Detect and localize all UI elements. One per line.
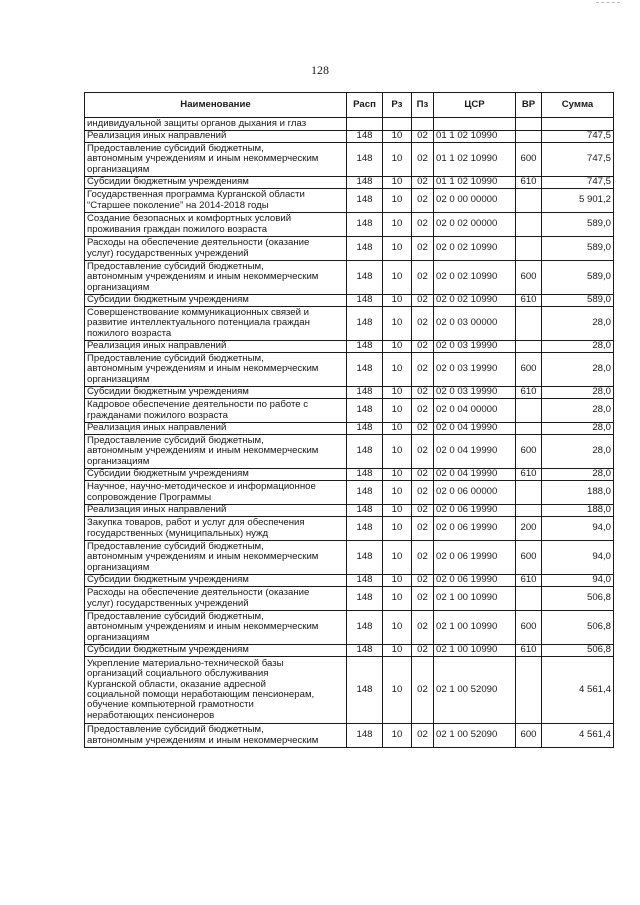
- cell-name: [85, 505, 347, 517]
- cell-rasp: 148: [347, 131, 383, 143]
- cell-rasp: 148: [347, 587, 383, 611]
- cell-pz: 02: [412, 237, 434, 261]
- cell-name-line: Научное, научно-методическое и информационное: [87, 481, 316, 493]
- cell-rasp: 148: [347, 177, 383, 189]
- cell-name: [85, 645, 347, 657]
- cell-pz: 02: [412, 481, 434, 505]
- cell-csr: 02 1 00 10990: [434, 611, 516, 645]
- cell-rz: 10: [383, 177, 412, 189]
- cell-csr: 02 0 06 19990: [434, 575, 516, 587]
- table-row: [85, 261, 614, 295]
- cell-csr: 02 0 06 19990: [434, 517, 516, 541]
- cell-name-line: обучение компьютерной грамотности: [87, 699, 254, 711]
- table-body: [85, 118, 614, 748]
- table-row: [85, 645, 614, 657]
- cell-rz: 10: [383, 237, 412, 261]
- cell-pz: 02: [412, 341, 434, 353]
- cell-name-line: Государственная программа Курганской области: [87, 189, 305, 201]
- cell-vr: [516, 587, 542, 611]
- cell-sum: 28,0: [542, 435, 614, 469]
- cell-pz: 02: [412, 645, 434, 657]
- cell-rz: 10: [383, 481, 412, 505]
- cell-sum: 506,8: [542, 587, 614, 611]
- cell-pz: 02: [412, 423, 434, 435]
- cell-name-line: организациям: [87, 631, 150, 643]
- cell-name: [85, 611, 347, 645]
- cell-rasp: [347, 118, 383, 131]
- cell-rasp: 148: [347, 307, 383, 341]
- cell-csr: 02 0 06 19990: [434, 505, 516, 517]
- cell-rasp: 148: [347, 645, 383, 657]
- cell-vr: 610: [516, 295, 542, 307]
- cell-pz: 02: [412, 177, 434, 189]
- table-row: [85, 657, 614, 724]
- cell-pz: 02: [412, 261, 434, 295]
- cell-name-line: гражданами пожилого возраста: [87, 409, 229, 421]
- cell-csr: 02 1 00 10990: [434, 587, 516, 611]
- cell-vr: 600: [516, 611, 542, 645]
- cell-sum: 506,8: [542, 611, 614, 645]
- cell-pz: 02: [412, 387, 434, 399]
- cell-name-line: Реализация иных направлений: [87, 504, 227, 516]
- cell-rz: 10: [383, 387, 412, 399]
- table-row: [85, 423, 614, 435]
- table-row: [85, 189, 614, 213]
- cell-csr: 02 0 06 19990: [434, 541, 516, 575]
- cell-name-line: автономным учреждениям и иным некоммерческим: [87, 551, 319, 563]
- cell-vr: 600: [516, 261, 542, 295]
- cell-csr: 01 1 02 10990: [434, 143, 516, 177]
- cell-name: [85, 237, 347, 261]
- cell-sum: 589,0: [542, 213, 614, 237]
- cell-name: [85, 177, 347, 189]
- cell-vr: [516, 399, 542, 423]
- cell-sum: 94,0: [542, 517, 614, 541]
- cell-vr: 610: [516, 387, 542, 399]
- cell-rz: 10: [383, 517, 412, 541]
- cell-vr: [516, 657, 542, 724]
- cell-pz: 02: [412, 213, 434, 237]
- table-row: [85, 295, 614, 307]
- cell-csr: 02 0 03 00000: [434, 307, 516, 341]
- cell-name-line: Субсидии бюджетным учреждениям: [87, 468, 249, 480]
- table-row: [85, 517, 614, 541]
- cell-sum: 747,5: [542, 177, 614, 189]
- cell-name-line: Расходы на обеспечение деятельности (оказание: [87, 587, 310, 599]
- budget-table: [84, 92, 614, 748]
- header-sum: Сумма: [542, 93, 614, 118]
- cell-vr: [516, 118, 542, 131]
- cell-pz: 02: [412, 517, 434, 541]
- table-header-row: [85, 93, 614, 118]
- cell-name-line: автономным учреждениям и иным некоммерческим: [87, 734, 319, 746]
- table-row: [85, 611, 614, 645]
- table-row: [85, 213, 614, 237]
- cell-rz: 10: [383, 645, 412, 657]
- cell-rasp: 148: [347, 341, 383, 353]
- cell-sum: 589,0: [542, 237, 614, 261]
- cell-pz: 02: [412, 143, 434, 177]
- cell-rz: 10: [383, 657, 412, 724]
- cell-name: [85, 481, 347, 505]
- cell-name: [85, 341, 347, 353]
- cell-rz: 10: [383, 724, 412, 748]
- cell-rz: 10: [383, 261, 412, 295]
- cell-csr: 02 0 02 00000: [434, 213, 516, 237]
- cell-vr: 610: [516, 575, 542, 587]
- cell-sum: 589,0: [542, 295, 614, 307]
- cell-name-line: автономным учреждениям и иным некоммерческим: [87, 271, 319, 283]
- table-row: [85, 505, 614, 517]
- cell-vr: 610: [516, 469, 542, 481]
- cell-name-line: пожилого возраста: [87, 327, 172, 339]
- cell-pz: 02: [412, 724, 434, 748]
- cell-csr: 01 1 02 10990: [434, 131, 516, 143]
- cell-csr: 02 0 03 19990: [434, 387, 516, 399]
- cell-csr: 02 1 00 52090: [434, 657, 516, 724]
- cell-name: [85, 435, 347, 469]
- cell-pz: 02: [412, 541, 434, 575]
- cell-rasp: 148: [347, 189, 383, 213]
- cell-rz: 10: [383, 541, 412, 575]
- cell-sum: 747,5: [542, 143, 614, 177]
- cell-csr: 02 0 06 00000: [434, 481, 516, 505]
- cell-name-line: Реализация иных направлений: [87, 422, 227, 434]
- cell-csr: 02 0 04 19990: [434, 435, 516, 469]
- cell-vr: 200: [516, 517, 542, 541]
- cell-name-line: государственных (муниципальных) нужд: [87, 527, 269, 539]
- cell-csr: [434, 118, 516, 131]
- cell-name-line: Предоставление субсидий бюджетным,: [87, 260, 264, 272]
- cell-rasp: 148: [347, 724, 383, 748]
- cell-rasp: 148: [347, 237, 383, 261]
- table-row: [85, 177, 614, 189]
- cell-pz: 02: [412, 131, 434, 143]
- cell-vr: [516, 341, 542, 353]
- cell-sum: 28,0: [542, 341, 614, 353]
- cell-pz: 02: [412, 505, 434, 517]
- cell-sum: 94,0: [542, 575, 614, 587]
- cell-name: [85, 131, 347, 143]
- cell-name-line: организациям: [87, 373, 150, 385]
- cell-rz: 10: [383, 131, 412, 143]
- cell-name-line: организациям: [87, 163, 150, 175]
- cell-sum: 4 561,4: [542, 724, 614, 748]
- page-number: 128: [311, 63, 329, 77]
- cell-rasp: 148: [347, 387, 383, 399]
- cell-name: [85, 575, 347, 587]
- cell-vr: 600: [516, 435, 542, 469]
- cell-csr: 02 0 02 10990: [434, 295, 516, 307]
- cell-name-line: Кадровое обеспечение деятельности по работе с: [87, 399, 309, 411]
- cell-name-line: организациям: [87, 455, 150, 467]
- cell-csr: 02 0 02 10990: [434, 261, 516, 295]
- table-row: [85, 587, 614, 611]
- table-row: [85, 118, 614, 131]
- cell-name-line: Курганской области, оказание адресной: [87, 678, 266, 690]
- cell-rasp: 148: [347, 505, 383, 517]
- table-row: [85, 143, 614, 177]
- cell-vr: 610: [516, 177, 542, 189]
- cell-pz: 02: [412, 353, 434, 387]
- cell-name-line: автономным учреждениям и иным некоммерческим: [87, 621, 319, 633]
- cell-rasp: 148: [347, 353, 383, 387]
- cell-rz: 10: [383, 295, 412, 307]
- cell-vr: [516, 213, 542, 237]
- cell-sum: 188,0: [542, 481, 614, 505]
- table-row: [85, 435, 614, 469]
- cell-rz: 10: [383, 505, 412, 517]
- cell-sum: 506,8: [542, 645, 614, 657]
- cell-pz: 02: [412, 575, 434, 587]
- cell-csr: 02 0 04 19990: [434, 469, 516, 481]
- cell-name-line: Реализация иных направлений: [87, 340, 227, 352]
- cell-vr: 600: [516, 143, 542, 177]
- cell-name-line: Укрепление материально-технической базы: [87, 657, 284, 669]
- cell-rz: 10: [383, 469, 412, 481]
- cell-name: [85, 213, 347, 237]
- cell-name-line: Создание безопасных и комфортных условий: [87, 213, 292, 225]
- header-vr: ВР: [516, 93, 542, 118]
- cell-csr: 02 0 02 10990: [434, 237, 516, 261]
- cell-sum: 28,0: [542, 307, 614, 341]
- cell-pz: 02: [412, 399, 434, 423]
- cell-csr: 02 1 00 52090: [434, 724, 516, 748]
- cell-name: [85, 189, 347, 213]
- table-row: [85, 724, 614, 748]
- scan-mark: [596, 2, 620, 4]
- cell-sum: 5 901,2: [542, 189, 614, 213]
- cell-rz: 10: [383, 189, 412, 213]
- table-row: [85, 353, 614, 387]
- header-csr: ЦСР: [434, 93, 516, 118]
- cell-name: [85, 399, 347, 423]
- table-row: [85, 469, 614, 481]
- cell-sum: 188,0: [542, 505, 614, 517]
- cell-name-line: Субсидии бюджетным учреждениям: [87, 176, 249, 188]
- cell-vr: [516, 237, 542, 261]
- cell-sum: 28,0: [542, 423, 614, 435]
- cell-name-line: Предоставление субсидий бюджетным,: [87, 540, 264, 552]
- cell-name-line: услуг) государственных учреждений: [87, 597, 249, 609]
- cell-vr: 610: [516, 645, 542, 657]
- cell-pz: 02: [412, 435, 434, 469]
- cell-name: [85, 353, 347, 387]
- cell-name: [85, 587, 347, 611]
- cell-vr: 600: [516, 541, 542, 575]
- cell-name: [85, 387, 347, 399]
- cell-name-line: Субсидии бюджетным учреждениям: [87, 294, 249, 306]
- cell-name-line: индивидуальной защиты органов дыхания и глаз: [87, 117, 307, 129]
- cell-name-line: организациям: [87, 281, 150, 293]
- cell-csr: 02 0 00 00000: [434, 189, 516, 213]
- cell-rz: 10: [383, 435, 412, 469]
- header-pz: Пз: [412, 93, 434, 118]
- cell-name-line: организаций социального обслуживания: [87, 668, 269, 680]
- cell-sum: 28,0: [542, 353, 614, 387]
- cell-vr: [516, 131, 542, 143]
- cell-name-line: Расходы на обеспечение деятельности (оказание: [87, 237, 310, 249]
- cell-name-line: сопровождение Программы: [87, 491, 212, 503]
- cell-name-line: Предоставление субсидий бюджетным,: [87, 610, 264, 622]
- cell-name-line: Субсидии бюджетным учреждениям: [87, 574, 249, 586]
- cell-name: [85, 261, 347, 295]
- cell-name-line: услуг) государственных учреждений: [87, 247, 249, 259]
- table-row: [85, 399, 614, 423]
- cell-vr: 600: [516, 353, 542, 387]
- cell-sum: 28,0: [542, 469, 614, 481]
- cell-vr: [516, 481, 542, 505]
- cell-pz: 02: [412, 469, 434, 481]
- cell-sum: 4 561,4: [542, 657, 614, 724]
- cell-name-line: проживания граждан пожилого возраста: [87, 223, 268, 235]
- cell-csr: 02 0 04 00000: [434, 399, 516, 423]
- cell-name: [85, 517, 347, 541]
- cell-csr: 02 0 03 19990: [434, 353, 516, 387]
- cell-pz: 02: [412, 295, 434, 307]
- cell-name-line: Предоставление субсидий бюджетным,: [87, 142, 264, 154]
- cell-name: [85, 423, 347, 435]
- cell-sum: [542, 118, 614, 131]
- cell-name-line: неработающих пенсионеров: [87, 709, 215, 721]
- cell-name: [85, 143, 347, 177]
- cell-rasp: 148: [347, 541, 383, 575]
- cell-pz: 02: [412, 657, 434, 724]
- table-row: [85, 481, 614, 505]
- header-rasp: Расп: [347, 93, 383, 118]
- cell-rz: 10: [383, 307, 412, 341]
- cell-sum: 747,5: [542, 131, 614, 143]
- cell-rasp: 148: [347, 611, 383, 645]
- cell-rz: 10: [383, 143, 412, 177]
- cell-name-line: Субсидии бюджетным учреждениям: [87, 644, 249, 656]
- cell-rz: 10: [383, 587, 412, 611]
- cell-pz: [412, 118, 434, 131]
- cell-csr: 02 0 04 19990: [434, 423, 516, 435]
- cell-rz: 10: [383, 423, 412, 435]
- cell-name-line: Реализация иных направлений: [87, 130, 227, 142]
- header-rz: Рз: [383, 93, 412, 118]
- cell-name-line: социальной помощи неработающим пенсионерам,: [87, 689, 315, 700]
- cell-rz: 10: [383, 575, 412, 587]
- cell-rz: [383, 118, 412, 131]
- cell-sum: 28,0: [542, 387, 614, 399]
- cell-csr: 02 0 03 19990: [434, 341, 516, 353]
- cell-name: [85, 469, 347, 481]
- header-name: Наименование: [85, 93, 347, 118]
- table-row: [85, 387, 614, 399]
- cell-rasp: 148: [347, 423, 383, 435]
- cell-pz: 02: [412, 189, 434, 213]
- cell-vr: [516, 423, 542, 435]
- cell-pz: 02: [412, 307, 434, 341]
- cell-rasp: 148: [347, 575, 383, 587]
- cell-csr: 02 1 00 10990: [434, 645, 516, 657]
- cell-sum: 589,0: [542, 261, 614, 295]
- cell-sum: 94,0: [542, 541, 614, 575]
- cell-name-line: Совершенствование коммуникационных связей и: [87, 306, 310, 318]
- cell-rz: 10: [383, 213, 412, 237]
- cell-name-line: “Старшее поколение” на 2014-2018 годы: [87, 199, 269, 211]
- cell-name: [85, 295, 347, 307]
- cell-vr: [516, 189, 542, 213]
- table-row: [85, 575, 614, 587]
- cell-sum: 28,0: [542, 399, 614, 423]
- table-row: [85, 341, 614, 353]
- cell-rasp: 148: [347, 143, 383, 177]
- cell-rz: 10: [383, 341, 412, 353]
- table-row: [85, 541, 614, 575]
- cell-name: [85, 118, 347, 131]
- cell-name-line: Субсидии бюджетным учреждениям: [87, 386, 249, 398]
- cell-rasp: 148: [347, 399, 383, 423]
- cell-name: [85, 307, 347, 341]
- cell-name-line: Предоставление субсидий бюджетным,: [87, 352, 264, 364]
- cell-rasp: 148: [347, 657, 383, 724]
- cell-rz: 10: [383, 353, 412, 387]
- cell-rasp: 148: [347, 517, 383, 541]
- cell-rasp: 148: [347, 295, 383, 307]
- cell-vr: [516, 307, 542, 341]
- cell-vr: 600: [516, 724, 542, 748]
- table-row: [85, 131, 614, 143]
- cell-rasp: 148: [347, 435, 383, 469]
- cell-name: [85, 657, 347, 724]
- table-row: [85, 307, 614, 341]
- cell-csr: 01 1 02 10990: [434, 177, 516, 189]
- cell-name: [85, 724, 347, 748]
- cell-name-line: автономным учреждениям и иным некоммерческим: [87, 153, 319, 165]
- cell-name-line: Закупка товаров, работ и услуг для обеспечения: [87, 517, 305, 529]
- cell-name-line: автономным учреждениям и иным некоммерческим: [87, 363, 319, 375]
- cell-rz: 10: [383, 611, 412, 645]
- cell-name-line: развитие интеллектуального потенциала граждан: [87, 317, 310, 329]
- cell-name-line: Предоставление субсидий бюджетным,: [87, 724, 264, 736]
- cell-rasp: 148: [347, 213, 383, 237]
- cell-vr: [516, 505, 542, 517]
- cell-name-line: автономным учреждениям и иным некоммерческим: [87, 445, 319, 457]
- cell-name-line: организациям: [87, 561, 150, 573]
- cell-rasp: 148: [347, 481, 383, 505]
- cell-rz: 10: [383, 399, 412, 423]
- cell-name: [85, 541, 347, 575]
- cell-rasp: 148: [347, 261, 383, 295]
- cell-name-line: Предоставление субсидий бюджетным,: [87, 434, 264, 446]
- cell-pz: 02: [412, 611, 434, 645]
- cell-rasp: 148: [347, 469, 383, 481]
- table-row: [85, 237, 614, 261]
- cell-pz: 02: [412, 587, 434, 611]
